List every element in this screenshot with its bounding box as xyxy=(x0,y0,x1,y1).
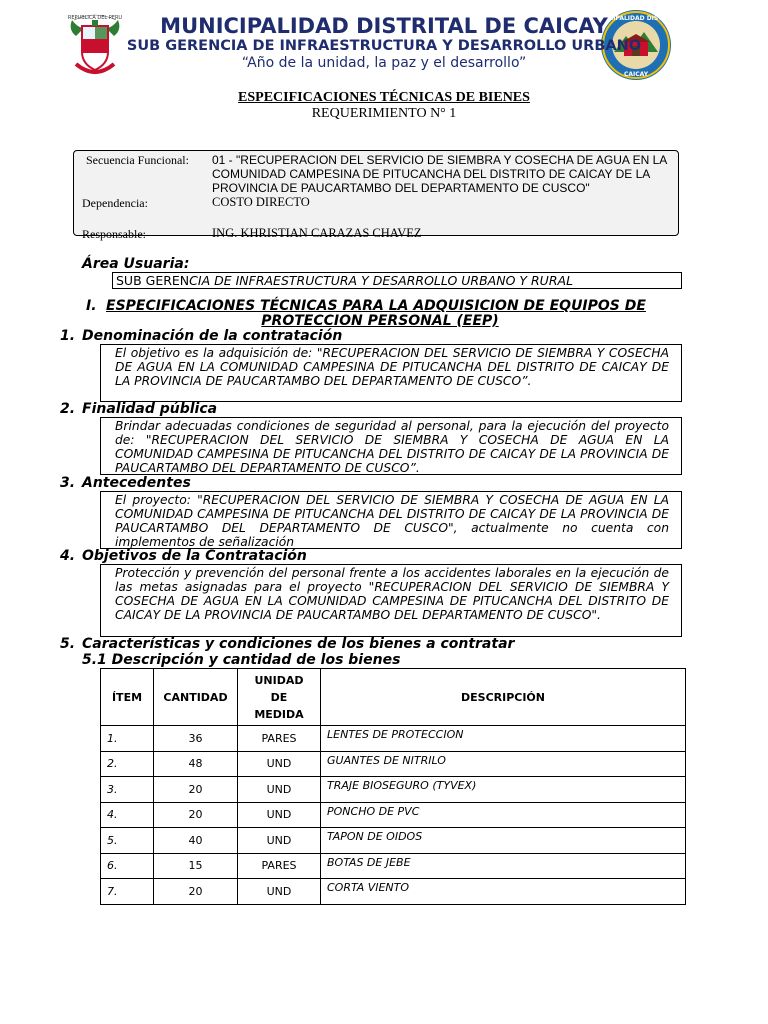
row-description: GUANTES DE NITRILO xyxy=(321,751,686,777)
dependency-label: Dependencia: xyxy=(82,196,148,210)
row-item: 2. xyxy=(101,751,154,777)
user-area-value-rest: CIA DE INFRAESTRUCTURA Y DESARROLLO URBANO Y RURAL xyxy=(189,273,574,288)
row-description: LENTES DE PROTECCION xyxy=(321,726,686,752)
s2-number: 2. xyxy=(60,401,76,417)
table-row xyxy=(101,879,686,905)
row-item: 4. xyxy=(101,802,154,828)
municipality-title: MUNICIPALIDAD DISTRITAL DE CAICAY xyxy=(160,14,608,38)
dependency-value: COSTO DIRECTO xyxy=(212,195,310,209)
section-i-title-line2: PROTECCION PERSONAL (EEP) xyxy=(261,313,499,329)
sequence-label: Secuencia Funcional: xyxy=(86,153,189,167)
header-quantity: CANTIDAD xyxy=(154,669,238,726)
row-description: PONCHO DE PVC xyxy=(321,802,686,828)
row-description: TAPON DE OIDOS xyxy=(321,828,686,854)
requirement-number: REQUERIMIENTO N° 1 xyxy=(311,106,457,121)
row-description: BOTAS DE JEBE xyxy=(321,853,686,879)
header-unit: UNIDAD DE MEDIDA xyxy=(238,669,321,726)
row-quantity: 20 xyxy=(154,879,238,905)
table-row xyxy=(101,802,686,828)
s4-text-box: Protección y prevención del personal frente a los accidentes laborales en la ejecución de las metas asignadas para el proyecto "RECUPERACION DEL SERVICIO DE SIEMBRA Y COSECHA DE AGUA EN LA COMUNIDAD CAMPESINA DE PITUCANCHA DEL DISTRITO DE CAICAY DE LA PROVINCIA DE PAUCARTAMBO DEL DEPARTAMENTO DE CUSCO". xyxy=(100,564,682,637)
row-item: 6. xyxy=(101,853,154,879)
s5-subheading: 5.1 Descripción y cantidad de los bienes xyxy=(82,652,401,668)
project-info-box xyxy=(73,150,679,241)
row-quantity: 20 xyxy=(154,802,238,828)
s4-number: 4. xyxy=(60,548,76,564)
svg-text:CAICAY: CAICAY xyxy=(623,71,649,78)
s3-text-box: El proyecto: "RECUPERACION DEL SERVICIO DE SIEMBRA Y COSECHA DE AGUA EN LA COMUNIDAD CAMPESINA DE PITUCANCHA DEL DISTRITO DE CAICAY DE LA PROVINCIA DE PAUCARTAMBO DEL DEPARTAMENTO DE CUSCO", actualmente no cuenta con implementos de señalización xyxy=(100,491,682,549)
header-description: DESCRIPCIÓN xyxy=(321,669,686,726)
row-quantity: 36 xyxy=(154,726,238,752)
s1-heading: Denominación de la contratación xyxy=(82,328,343,344)
s5-heading: Características y condiciones de los bienes a contratar xyxy=(82,636,515,652)
row-unit: UND xyxy=(238,828,321,854)
s2-text-box: Brindar adecuadas condiciones de seguridad al personal, para la ejecución del proyecto de: "RECUPERACION DEL SERVICIO DE SIEMBRA Y COSECHA DE AGUA EN LA COMUNIDAD CAMPESINA DE PITUCANCHA DEL DISTRITO DE CAICAY DE LA PROVINCIA DE PAUCARTAMBO DEL DEPARTAMENTO DE CUSCO”. xyxy=(100,417,682,475)
year-motto: “Año de la unidad, la paz y el desarrollo” xyxy=(241,55,527,71)
row-description: CORTA VIENTO xyxy=(321,879,686,905)
s1-number: 1. xyxy=(60,328,76,344)
row-item: 5. xyxy=(101,828,154,854)
svg-text:MUNICIPALIDAD DISTRITAL: MUNICIPALIDAD DISTRITAL xyxy=(590,15,682,22)
s4-heading: Objetivos de la Contratación xyxy=(82,548,307,564)
table-row xyxy=(101,751,686,777)
table-row xyxy=(101,853,686,879)
responsible-value: ING. KHRISTIAN CARAZAS CHAVEZ xyxy=(212,226,422,240)
responsible-label: Responsable: xyxy=(82,227,146,241)
table-row xyxy=(101,828,686,854)
table-row xyxy=(101,777,686,803)
row-item: 7. xyxy=(101,879,154,905)
s2-heading: Finalidad pública xyxy=(82,401,218,417)
row-description: TRAJE BIOSEGURO (TYVEX) xyxy=(321,777,686,803)
row-item: 3. xyxy=(101,777,154,803)
row-unit: UND xyxy=(238,751,321,777)
section-i-title-line1: ESPECIFICACIONES TÉCNICAS PARA LA ADQUISICION DE EQUIPOS DE xyxy=(106,298,646,314)
user-area-box xyxy=(112,272,682,289)
section-i-number: I. xyxy=(86,298,97,314)
left-seal-text: REPUBLICA DEL PERU xyxy=(67,15,123,21)
s5-number: 5. xyxy=(60,636,76,652)
row-quantity: 40 xyxy=(154,828,238,854)
s3-heading: Antecedentes xyxy=(82,475,191,491)
goods-table xyxy=(100,668,686,905)
row-unit: UND xyxy=(238,879,321,905)
s1-text-box: El objetivo es la adquisición de: "RECUPERACION DEL SERVICIO DE SIEMBRA Y COSECHA DE AGUA EN LA COMUNIDAD CAMPESINA DE PITUCANCHA DEL DISTRITO DE CAICAY DE LA PROVINCIA DE PAUCARTAMBO DEL DEPARTAMENTO DE CUSCO”. xyxy=(100,344,682,402)
row-unit: PARES xyxy=(238,726,321,752)
table-header-row xyxy=(101,669,686,726)
header-item: ÍTEM xyxy=(101,669,154,726)
row-unit: UND xyxy=(238,777,321,803)
user-area-heading: Área Usuaria: xyxy=(82,256,190,272)
row-quantity: 48 xyxy=(154,751,238,777)
table-row xyxy=(101,726,686,752)
s3-number: 3. xyxy=(60,475,76,491)
department-subtitle: SUB GERENCIA DE INFRAESTRUCTURA Y DESARROLLO URBANO xyxy=(126,38,642,54)
row-quantity: 20 xyxy=(154,777,238,803)
row-quantity: 15 xyxy=(154,853,238,879)
sequence-value: 01 - "RECUPERACION DEL SERVICIO DE SIEMBRA Y COSECHA DE AGUA EN LA COMUNIDAD CAMPESINA DE PITUCANCHA DEL DISTRITO DE CAICAY DE LA PROVINCIA DE PAUCARTAMBO DEL DEPARTAMENTO DE CUSCO" xyxy=(212,153,667,195)
row-unit: UND xyxy=(238,802,321,828)
row-unit: PARES xyxy=(238,853,321,879)
user-area-value-prefix: SUB GEREN xyxy=(116,273,190,288)
document-title: ESPECIFICACIONES TÉCNICAS DE BIENES xyxy=(238,90,530,105)
row-item: 1. xyxy=(101,726,154,752)
